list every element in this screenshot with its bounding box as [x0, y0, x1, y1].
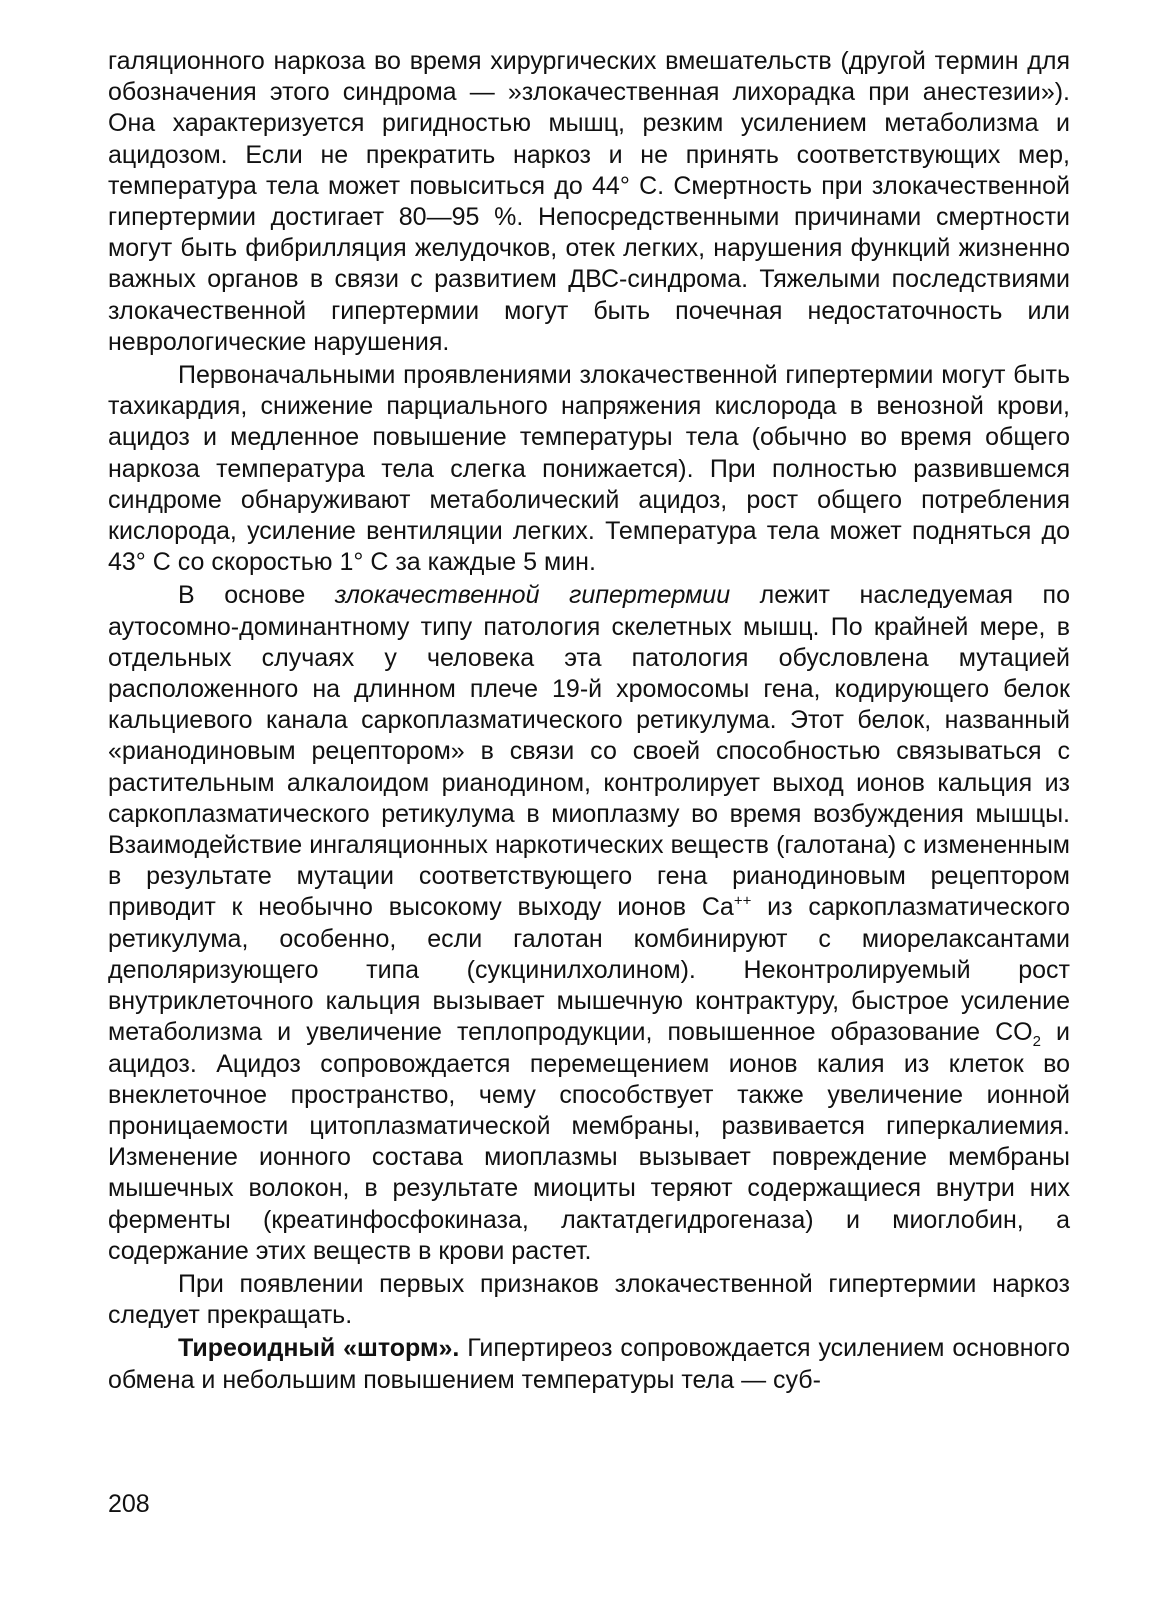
paragraph-2: Первоначальными проявлениями злокачественной гипертермии могут быть тахикардия, снижение парциального напряжения кислорода в венозной крови, ацидоз и медленное повышение температуры тела (обычно во время общего наркоза температура тела слегка понижается). При полностью развившемся синдроме обнаруживают метаболический ацидоз, рост общего потребления кислорода, усиление вентиляции легких. Температура тела может подняться до 43° С со скоростью 1° С за каждые 5 мин. — [108, 361, 1070, 577]
page-body — [108, 46, 1070, 1396]
paragraph-3-part-2: лежит наследуемая по аутосомно-доминантному типу патология скелетных мышц. По крайней мере, в отдельных случаях у человека эта патология обусловлена мутацией расположенного на длинном плече 19-й хромосомы гена, кодирующего белок кальциевого канала саркоплазматического ретикулума. Этот белок, названный «рианодиновым рецептором» в связи со своей способностью связываться с растительным алкалоидом рианодином, контролирует выход ионов кальция из саркоплазматического ретикулума в миоплазму во время возбуждения мышцы. Взаимодействие ингаляционных наркотических веществ (галотана) с измененным в результате мутации соответствующего гена рианодиновым рецептором приводит к необычно высокому выходу ионов Ca — [108, 581, 1070, 922]
paragraph-4: При появлении первых признаков злокачественной гипертермии наркоз следует прекращать. — [108, 1269, 1070, 1330]
paragraph-3-start: В основе — [178, 581, 335, 610]
paragraph-3-italic-term: злокачественной гипертермии — [334, 581, 731, 610]
paragraph-5-text: Гипертиреоз сопровождается усилением основного обмена и небольшим повышением температуры тела — суб- — [108, 1334, 1070, 1394]
paragraph-3-part-3: из саркоплазматического ретикулума, особенно, если галотан комбинируют с миорелаксантами деполяризующего типа (сукцинилхолином). Неконтролируемый рост внутриклеточного кальция вызывает мышечную контрактуру, быстрое усиление метаболизма и увеличение теплопродукции, повышенное образование CO — [108, 893, 1070, 1047]
paragraph-1: галяционного наркоза во время хирургических вмешательств (другой термин для обозначения этого синдрома — »злокачественная лихорадка при анестезии»). Она характеризуется ригидностью мышц, резким усилением метаболизма и ацидозом. Если не прекратить наркоз и не принять соответствующих мер, температура тела может повыситься до 44° С. Смертность при злокачественной гипертермии достигает 80—95 %. Непосредственными причинами смертности могут быть фибрилляция желудочков, отек легких, нарушения функций жизненно важных органов в связи с развитием ДВС-синдрома. Тяжелыми последствиями злокачественной гипертермии могут быть почечная недостаточность или неврологические нарушения. — [108, 47, 1070, 356]
paragraph-5 — [108, 1333, 1070, 1395]
calcium-charge-superscript: ++ — [733, 893, 752, 911]
paragraph-3 — [108, 580, 1070, 1266]
section-heading-thyroid-storm: Тиреоидный «шторм». — [178, 1334, 460, 1363]
page-number: 208 — [108, 1490, 150, 1518]
paragraph-3-part-4: и ацидоз. Ацидоз сопровождается перемещением ионов калия из клеток во внеклеточное пространство, чему способствует также увеличение ионной проницаемости цитоплазматической мембраны, развивается гиперкалиемия. Изменение ионного состава миоплазмы вызывает повреждение мембраны мышечных волокон, в результате миоциты теряют содержащиеся внутри них ферменты (креатинфосфокиназа, лактатдегидрогеназа) и миоглобин, а содержание этих веществ в крови растет. — [108, 1018, 1070, 1265]
co2-subscript: 2 — [1032, 1033, 1041, 1051]
